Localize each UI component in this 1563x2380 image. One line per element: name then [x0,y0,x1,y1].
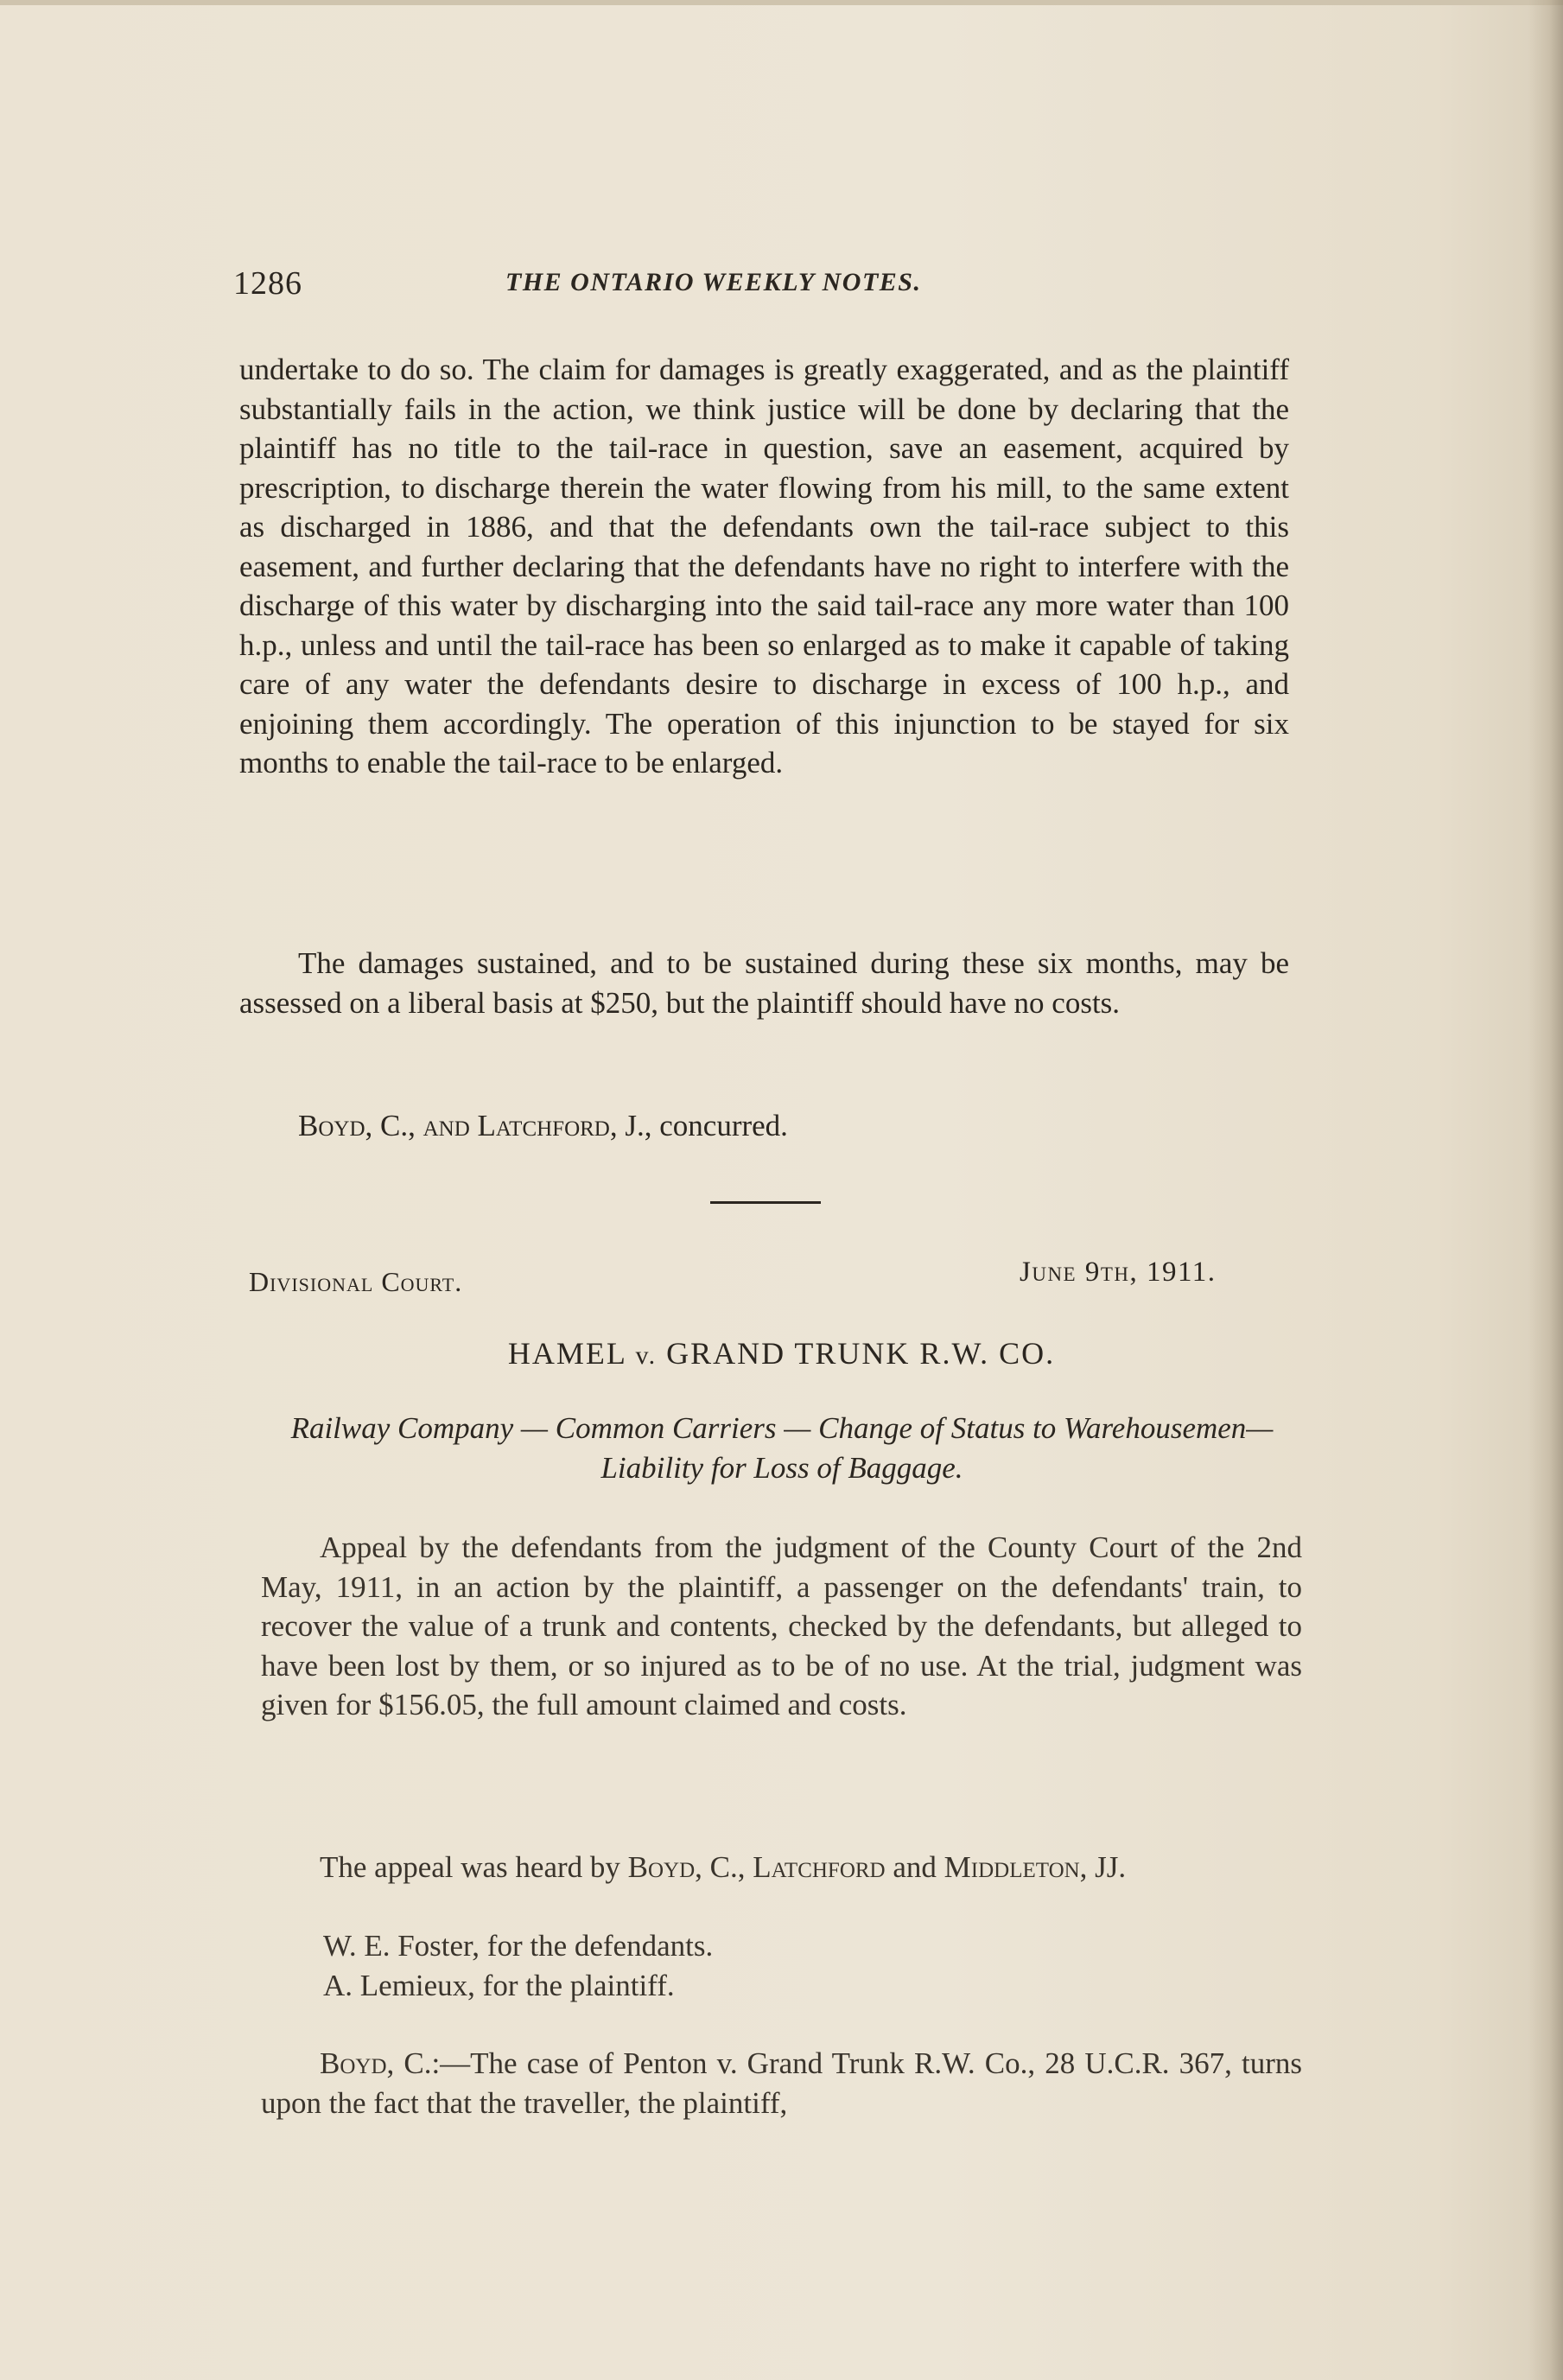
heard-and: and [893,1850,937,1884]
paragraph-damages: The damages sustained, and to be sustained during these six months, may be assessed on a liberal basis at $250, but the plaintiff should have no costs. [239,946,1289,1020]
page-binding-shadow [1528,0,1563,2380]
heard-judges: Boyd, C., Latchford [627,1850,886,1884]
appeal-paragraph: Appeal by the defendants from the judgment of the County Court of the 2nd May, 1911, in an action by the plaintiff, a passenger on the defendants' train, to recover the value of a trunk and contents, checked by the defendants, but alleged to have been lost by them, or so injured as to be of no use. At the trial, judgment was given for $156.05, the full amount claimed and costs. [261,1530,1302,1721]
counsel-defendants: W. E. Foster, for the defendants. [323,1929,714,1963]
judgment-paragraph [261,2044,1302,2122]
concurring-judges: Boyd, C., and Latchford, J., [298,1109,652,1142]
page-number: 1286 [233,265,302,302]
paragraph-continuation: undertake to do so. The claim for damages is greatly exaggerated, and as the plaintiff substantially fails in the action, we think justice will be done by declaring that the plaintiff has no title to the tail-race in question, save an easement, acquired by prescription, to discharge therein the water flowing from his mill, to the same extent as discharged in 1886, and that the defendants own the tail-race subject to this easement, and further declaring that the defendants have no right to interfere with the discharge of this water by discharging into the said tail-race any more water than 100 h.p., unless and until the tail-race has been so enlarged as to make it capable of taking care of any water the defendants desire to discharge in excess of 100 h.p., and enjoining them accordingly. The operation of this injunction to be stayed for six months to enable the tail-race to be enlarged. [239,353,1289,780]
concurrence-line [298,1109,788,1143]
headnote: Railway Company — Common Carriers — Change of Status to Warehousemen—Liability for Loss of Baggage. [290,1411,1274,1485]
case-title [0,1335,1563,1371]
heard-last-judge: Middleton, JJ. [944,1850,1127,1884]
concurred-text: concurred. [659,1109,788,1142]
heard-by-line [261,1848,1302,1887]
decision-date: June 9th, 1911. [1020,1257,1217,1288]
judgment-judge: Boyd, C. [320,2046,432,2080]
court-name: Divisional Court. [249,1266,463,1297]
heard-prefix: The appeal was heard by [320,1850,620,1884]
case-versus: v. [635,1341,658,1370]
running-head: THE ONTARIO WEEKLY NOTES. [505,268,922,296]
page-top-edge [0,0,1563,5]
page-header [233,264,1305,316]
judgment-text: :—The case of Penton v. Grand Trunk R.W. Co., 28 U.C.R. 367, turns upon the fact that the traveller, the plaintiff, [261,2046,1302,2120]
case-defendant: GRAND TRUNK R.W. CO. [666,1336,1056,1371]
section-divider [710,1201,821,1204]
case-plaintiff: HAMEL [507,1336,626,1371]
counsel-plaintiff: A. Lemieux, for the plaintiff. [323,1969,675,2002]
